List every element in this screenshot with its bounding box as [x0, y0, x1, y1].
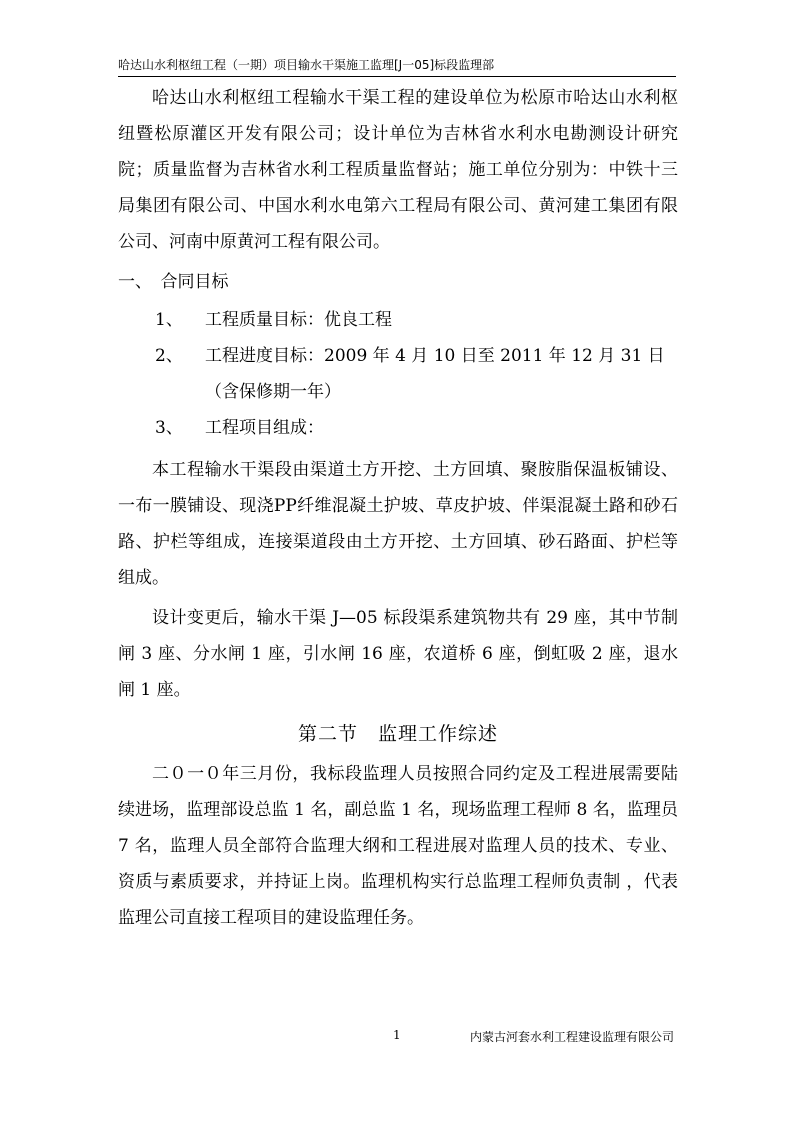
section-title-contract-goals: 一、 合同目标	[118, 272, 229, 292]
goal-item-schedule	[118, 338, 678, 374]
goal-number: 3、	[155, 418, 183, 438]
intro-paragraph: 哈达山水利枢纽工程输水干渠工程的建设单位为松原市哈达山水利枢纽暨松原灌区开发有限公司；设计单位为吉林省水利水电勘测设计研究院；质量监督为吉林省水利工程质量监督站；施工单位分别为：中铁十三局集团有限公司、中国水利水电第六工程局有限公司、黄河建工集团有限公司、河南中原黄河工程有限公司。	[118, 88, 678, 252]
goal-number: 2、	[155, 346, 183, 366]
goal-text: 工程项目组成：	[205, 418, 324, 438]
document-body	[118, 80, 678, 936]
goal-number: 1、	[155, 310, 183, 330]
page-header: 哈达山水利枢纽工程（一期）项目输水干渠施工监理[J一05]标段监理部	[118, 58, 495, 72]
goal-text: 工程进度目标：2009 年 4 月 10 日至 2011 年 12 月 31 日	[205, 346, 665, 366]
section-heading-supervision-overview: 第二节 监理工作综述	[297, 723, 498, 745]
goal-item-schedule-continued: （含保修期一年）	[205, 382, 341, 402]
footer-company: 内蒙古河套水利工程建设监理有限公司	[469, 1030, 674, 1044]
supervision-paragraph: 二０一０年三月份，我标段监理人员按照合同约定及工程进展需要陆续进场，监理部设总监 1 名，副总监 1 名，现场监理工程师 8 名，监理员 7 名，监理人员全部符合监理大纲和工程进展对监理人员的技术、专业、资质与素质要求，并持证上岗。监理机构实行总监理工程师负责制 ，代表监理公司直接工程项目的建设监理任务。	[118, 764, 678, 928]
page-number: 1	[393, 1028, 401, 1042]
design-change-paragraph: 设计变更后，输水干渠 J—05 标段渠系建筑物共有 29 座，其中节制闸 3 座、分水闸 1 座，引水闸 16 座，农道桥 6 座，倒虹吸 2 座，退水闸 1 座。	[118, 608, 678, 700]
composition-paragraph: 本工程输水干渠段由渠道土方开挖、土方回填、聚胺脂保温板铺设、一布一膜铺设、现浇PP纤维混凝土护坡、草皮护坡、伴渠混凝土路和砂石路、护栏等组成，连接渠道段由土方开挖、土方回填、砂石路面、护栏等组成。	[118, 460, 678, 588]
header-rule	[118, 76, 676, 77]
goal-item-quality	[118, 302, 678, 338]
goal-item-composition	[118, 410, 678, 446]
goal-text: 工程质量目标：优良工程	[205, 310, 392, 330]
